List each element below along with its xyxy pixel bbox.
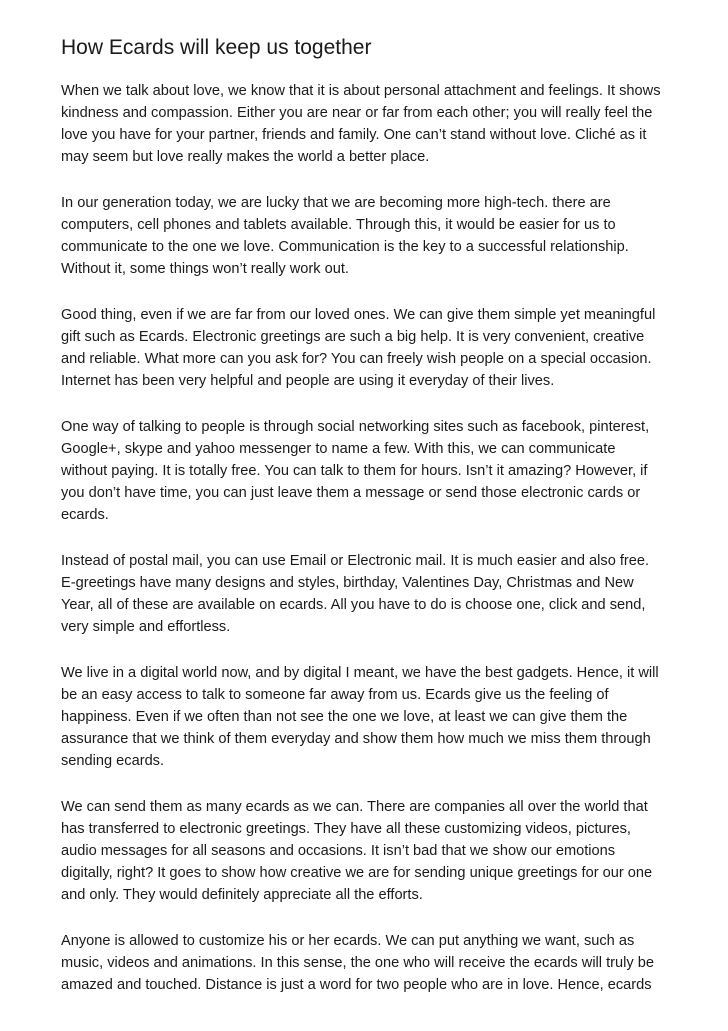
paragraph: [61, 796, 681, 906]
text-line: We live in a digital world now, and by digital I meant, we have the best gadgets. Hence, it will: [61, 665, 659, 681]
paragraph: [61, 80, 681, 168]
text-line: Year, all of these are available on ecards. All you have to do is choose one, click and send,: [61, 597, 646, 613]
paragraph: [61, 416, 681, 526]
paragraph: [61, 930, 681, 996]
text-line: love you have for your partner, friends and family. One can’t stand without love. Cliché as it: [61, 127, 647, 143]
text-line: Google+, skype and yahoo messenger to name a few. With this, we can communicate: [61, 441, 616, 457]
text-line: be an easy access to talk to someone far away from us. Ecards give us the feeling of: [61, 687, 609, 703]
text-line: audio messages for all seasons and occasions. It isn’t bad that we show our emotions: [61, 843, 616, 859]
text-line: communicate to the one we love. Communication is the key to a successful relationship.: [61, 239, 629, 255]
text-line: E-greetings have many designs and styles, birthday, Valentines Day, Christmas and New: [61, 575, 634, 591]
text-line: may seem but love really makes the world a better place.: [61, 149, 430, 165]
text-line: We can send them as many ecards as we can. There are companies all over the world that: [61, 799, 648, 815]
text-line: In our generation today, we are lucky that we are becoming more high-tech. there are: [61, 195, 611, 211]
paragraph: [61, 192, 681, 280]
paragraph: [61, 304, 681, 392]
text-line: and only. They would definitely appreciate all the efforts.: [61, 887, 423, 903]
text-line: kindness and compassion. Either you are near or far from each other; you will really feel the: [61, 105, 653, 121]
text-line: Good thing, even if we are far from our loved ones. We can give them simple yet meaningful: [61, 307, 656, 323]
text-line: When we talk about love, we know that it is about personal attachment and feelings. It shows: [61, 83, 661, 99]
text-line: Instead of postal mail, you can use Email or Electronic mail. It is much easier and also free.: [61, 553, 650, 569]
paragraph: [61, 662, 681, 772]
text-line: assurance that we think of them everyday and show them how much we miss them through: [61, 731, 651, 747]
text-line: without paying. It is totally free. You can talk to them for hours. Isn’t it amazing? However, if: [61, 463, 648, 479]
document-body: [61, 80, 681, 1020]
text-line: happiness. Even if we often than not see the one we love, at least we can give them the: [61, 709, 628, 725]
text-line: very simple and effortless.: [61, 619, 231, 635]
text-line: you don’t have time, you can just leave them a message or send those electronic cards or: [61, 485, 641, 501]
document-title: How Ecards will keep us together: [61, 36, 372, 59]
text-line: Without it, some things won’t really work out.: [61, 261, 349, 277]
text-line: ecards.: [61, 507, 109, 523]
text-line: computers, cell phones and tablets available. Through this, it would be easier for us to: [61, 217, 616, 233]
text-line: One way of talking to people is through social networking sites such as facebook, pinterest,: [61, 419, 650, 435]
paragraph: [61, 550, 681, 638]
text-line: gift such as Ecards. Electronic greetings are such a big help. It is very convenient, creative: [61, 329, 645, 345]
text-line: Anyone is allowed to customize his or her ecards. We can put anything we want, such as: [61, 933, 635, 949]
text-line: and reliable. What more can you ask for? You can freely wish people on a special occasion.: [61, 351, 652, 367]
text-line: digitally, right? It goes to show how creative we are for sending unique greetings for our one: [61, 865, 653, 881]
text-line: amazed and touched. Distance is just a word for two people who are in love. Hence, ecards: [61, 977, 652, 993]
text-line: Internet has been very helpful and people are using it everyday of their lives.: [61, 373, 555, 389]
text-line: music, videos and animations. In this sense, the one who will receive the ecards will truly be: [61, 955, 654, 971]
text-line: has transferred to electronic greetings. They have all these customizing videos, pictures,: [61, 821, 631, 837]
text-line: sending ecards.: [61, 753, 165, 769]
